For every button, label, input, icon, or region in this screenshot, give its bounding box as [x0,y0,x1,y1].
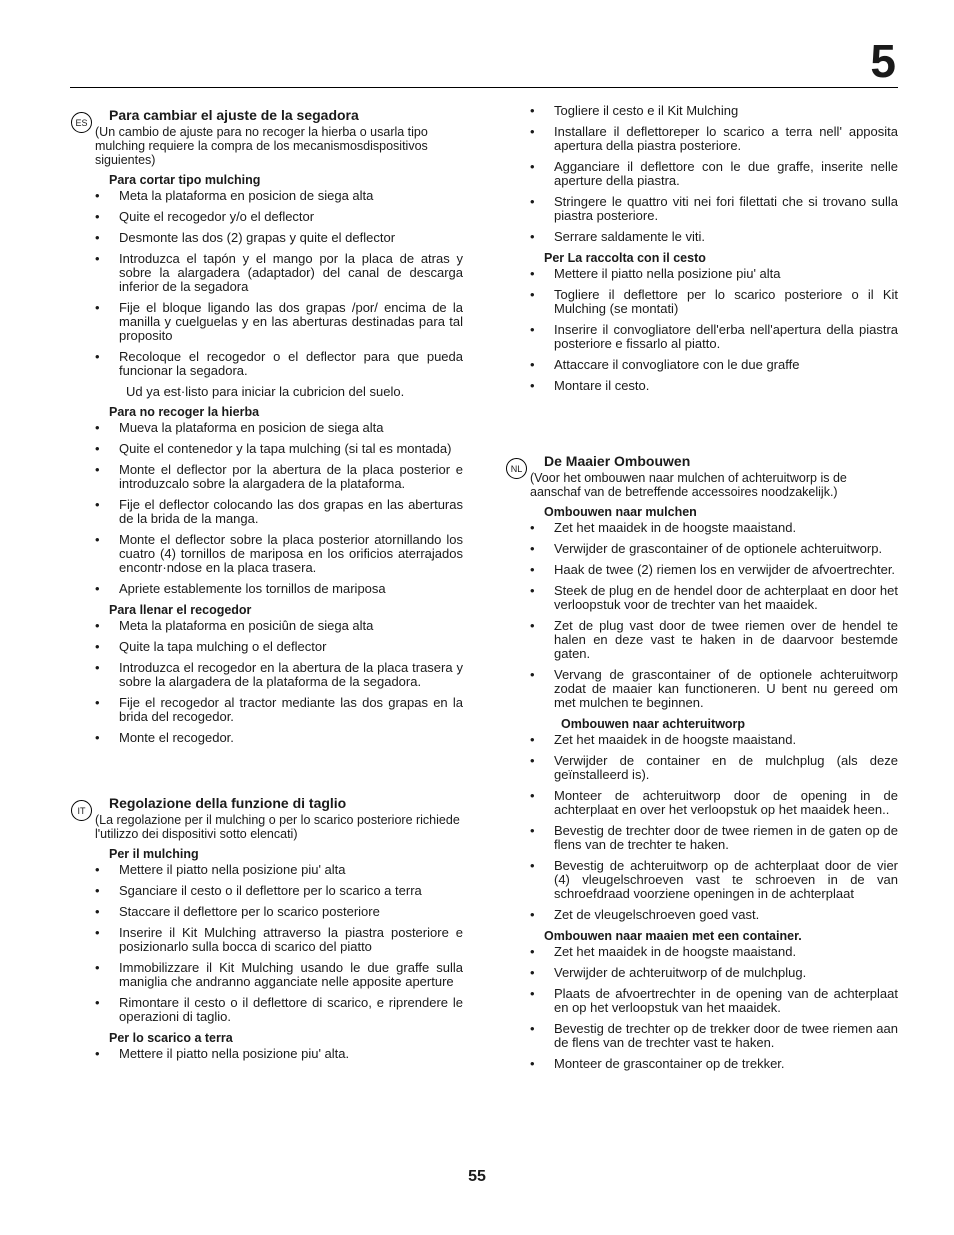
list-item: • Sganciare il cesto o il deflettore per lo scarico a terra [93,884,463,898]
list-item: • Zet het maaidek in de hoogste maaistand. [528,733,898,747]
list-item: • Mueva la plataforma en posicion de siega alta [93,421,463,435]
list-item: • Bevestig de trechter door de twee riemen in de gaten op de flens van de trechter te haken. [528,824,898,852]
list-item: • Mettere il piatto nella posizione piu' alta [93,863,463,877]
subheading-it-collect: Per La raccolta con il cesto [544,251,706,265]
list-item: • Monte el deflector por la abertura de la placa posterior e introduzcalo sobre la alargadera de la plataforma. [93,463,463,491]
list-item: • Quite el recogedor y/o el deflector [93,210,463,224]
list-item: • Desmonte las dos (2) grapas y quite el deflector [93,231,463,245]
section-intro-es: (Un cambio de ajuste para no recoger la hierba o usarla tipo mulching requiere la compra de los mecanismosdispositivos siguientes) [95,125,428,167]
list-it-mulching [93,863,463,1024]
subheading-es-no-collect: Para no recoger la hierba [109,405,260,419]
list-item: • Attaccare il convogliatore con le due graffe [528,358,898,372]
list-it-ground-part2 [528,104,898,244]
list-item: • Inserire il Kit Mulching attraverso la piastra posteriore e posizionarlo sulla bocca di scarico del piatto [93,926,463,954]
list-item: • Quite el contenedor y la tapa mulching (si tal es montada) [93,442,463,456]
list-item: • Plaats de afvoertrechter in de opening van de achterplaat en op het verloopstuk van het maaidek. [528,987,898,1015]
list-es-mulching [93,189,463,378]
header-rule [70,87,898,88]
subheading-nl-container: Ombouwen naar maaien met een container. [544,929,802,943]
list-item: • Agganciare il deflettore con le due graffe, inserite nelle aperture della piastra. [528,160,898,188]
subheading-it-ground: Per lo scarico a terra [109,1031,233,1045]
list-item: • Immobilizzare il Kit Mulching usando le due graffe sulla maniglia che andranno agganciate nelle apposite aperture [93,961,463,989]
list-item: • Monteer de grascontainer op de trekker. [528,1057,898,1071]
list-item: • Quite la tapa mulching o el deflector [93,640,463,654]
list-item: • Monteer de achteruitworp door de opening in de achterplaat en over het verloopstuk op het maaidek heen.. [528,789,898,817]
list-it-ground-part1 [93,1047,463,1061]
section-intro-nl: (Voor het ombouwen naar mulchen of achteruitworp is de aanschaf van de betreffende accessoires noodzakelijk.) [530,471,847,499]
list-it-collect [528,267,898,393]
subheading-es-fill: Para llenar el recogedor [109,603,252,617]
list-nl-rear [528,733,898,922]
list-item: • Stringere le quattro viti nei fori filettati che si trovano sulla piastra posteriore. [528,195,898,223]
list-item: • Introduzca el recogedor en la abertura de la placa trasera y sobre la alargadera de la plataforma de la segadora. [93,661,463,689]
section-title-it: Regolazione della funzione di taglio [109,795,347,811]
list-item: • Verwijder de container en de mulchplug (als deze geïnstalleerd is). [528,754,898,782]
list-item: • Meta la plataforma en posicion de siega alta [93,189,463,203]
list-item: • Zet de vleugelschroeven goed vast. [528,908,898,922]
list-nl-mulch [528,521,898,710]
section-es [75,107,463,745]
list-item: • Montare il cesto. [528,379,898,393]
list-item: • Zet de plug vast door de twee riemen over de hendel te halen en deze vast te haken in de daarvoor bestemde gaten. [528,619,898,661]
subheading-nl-mulch: Ombouwen naar mulchen [544,505,697,519]
list-item: • Fije el bloque ligando las dos grapas /por/ encima de la manilla y cuelguelas y en las aberturas destinadas para tal proposito [93,301,463,343]
list-item: • Bevestig de achteruitworp op de achterplaat door de vier (4) vleugelschroeven vast te schroeven in de van schroefdraad voorziene openingen in de achterplaat [528,859,898,901]
list-item: • Mettere il piatto nella posizione piu' alta [528,267,898,281]
list-item: • Rimontare il cesto o il deflettore di scarico, e riprendere le operazioni di taglio. [93,996,463,1024]
list-item: • Zet het maaidek in de hoogste maaistand. [528,521,898,535]
list-item: • Serrare saldamente le viti. [528,230,898,244]
list-es-no-collect [93,421,463,596]
language-badge-es: ES [71,112,92,133]
list-item: • Verwijder de grascontainer of de optionele achteruitworp. [528,542,898,556]
list-item: • Fije el deflector colocando las dos grapas en las aberturas de la brida de la manga. [93,498,463,526]
section-title-nl: De Maaier Ombouwen [544,453,691,469]
list-item: • Apriete establemente los tornillos de mariposa [93,582,463,596]
list-item: • Togliere il deflettore per lo scarico posteriore o il Kit Mulching (se montati) [528,288,898,316]
list-item: • Verwijder de achteruitworp of de mulchplug. [528,966,898,980]
list-item: • Fije el recogedor al tractor mediante las dos grapas en la brida del recogedor. [93,696,463,724]
list-item: • Installare il deflettoreper lo scarico a terra nell' apposita apertura della piastra posteriore. [528,125,898,153]
language-badge-nl: NL [506,458,527,479]
list-item: • Mettere il piatto nella posizione piu' alta. [93,1047,463,1061]
section-title-es: Para cambiar el ajuste de la segadora [109,107,359,123]
list-item: • Staccare il deflettore per lo scarico posteriore [93,905,463,919]
list-item: • Togliere il cesto e il Kit Mulching [528,104,898,118]
left-column [75,100,463,1068]
list-es-fill [93,619,463,745]
subheading-it-mulching: Per il mulching [109,847,199,861]
list-item: • Haak de twee (2) riemen los en verwijder de afvoertrechter. [528,563,898,577]
list-nl-container [528,945,898,1071]
note-es-mulching: Ud ya est·listo para iniciar la cubricion del suelo. [126,384,405,399]
list-item: • Meta la plataforma en posiciûn de siega alta [93,619,463,633]
section-it-continued [528,104,898,393]
right-column [510,100,898,1078]
list-item: • Recoloque el recogedor o el deflector para que pueda funcionar la segadora. [93,350,463,378]
subheading-es-mulching: Para cortar tipo mulching [109,173,261,187]
chapter-number: 5 [870,35,896,87]
list-item: • Bevestig de trechter op de trekker door de twee riemen aan de flens van de trechter vast te haken. [528,1022,898,1050]
section-it [77,795,463,1061]
subheading-nl-rear: Ombouwen naar achteruitworp [561,717,746,731]
list-item: • Zet het maaidek in de hoogste maaistand. [528,945,898,959]
list-item: • Monte el recogedor. [93,731,463,745]
language-badge-it: IT [71,800,92,821]
section-nl [510,453,898,1071]
section-intro-it: (La regolazione per il mulching o per lo scarico posteriore richiede l'utilizzo dei dispositivi sotto elencati) [95,813,460,841]
list-item: • Vervang de grascontainer of de optionele achteruitworp zodat de maaier kan functioneren. U bent nu gereed om met mulchen te beginnen. [528,668,898,710]
list-item: • Monte el deflector sobre la placa posterior atornillando los cuatro (4) tornillos de mariposa en los orificios aterrajados encontr·ndose en la placa trasera. [93,533,463,575]
list-item: • Inserire il convogliatore dell'erba nell'apertura della piastra posteriore e fissarlo al piatto. [528,323,898,351]
list-item: • Steek de plug en de hendel door de achterplaat en door het verloopstuk voor de trechter van het maaidek. [528,584,898,612]
page-number: 55 [468,1168,486,1185]
list-item: • Introduzca el tapón y el mango por la placa de atras y sobre la alargadera (adaptador) del canal de descarga inferior de la segadora [93,252,463,294]
